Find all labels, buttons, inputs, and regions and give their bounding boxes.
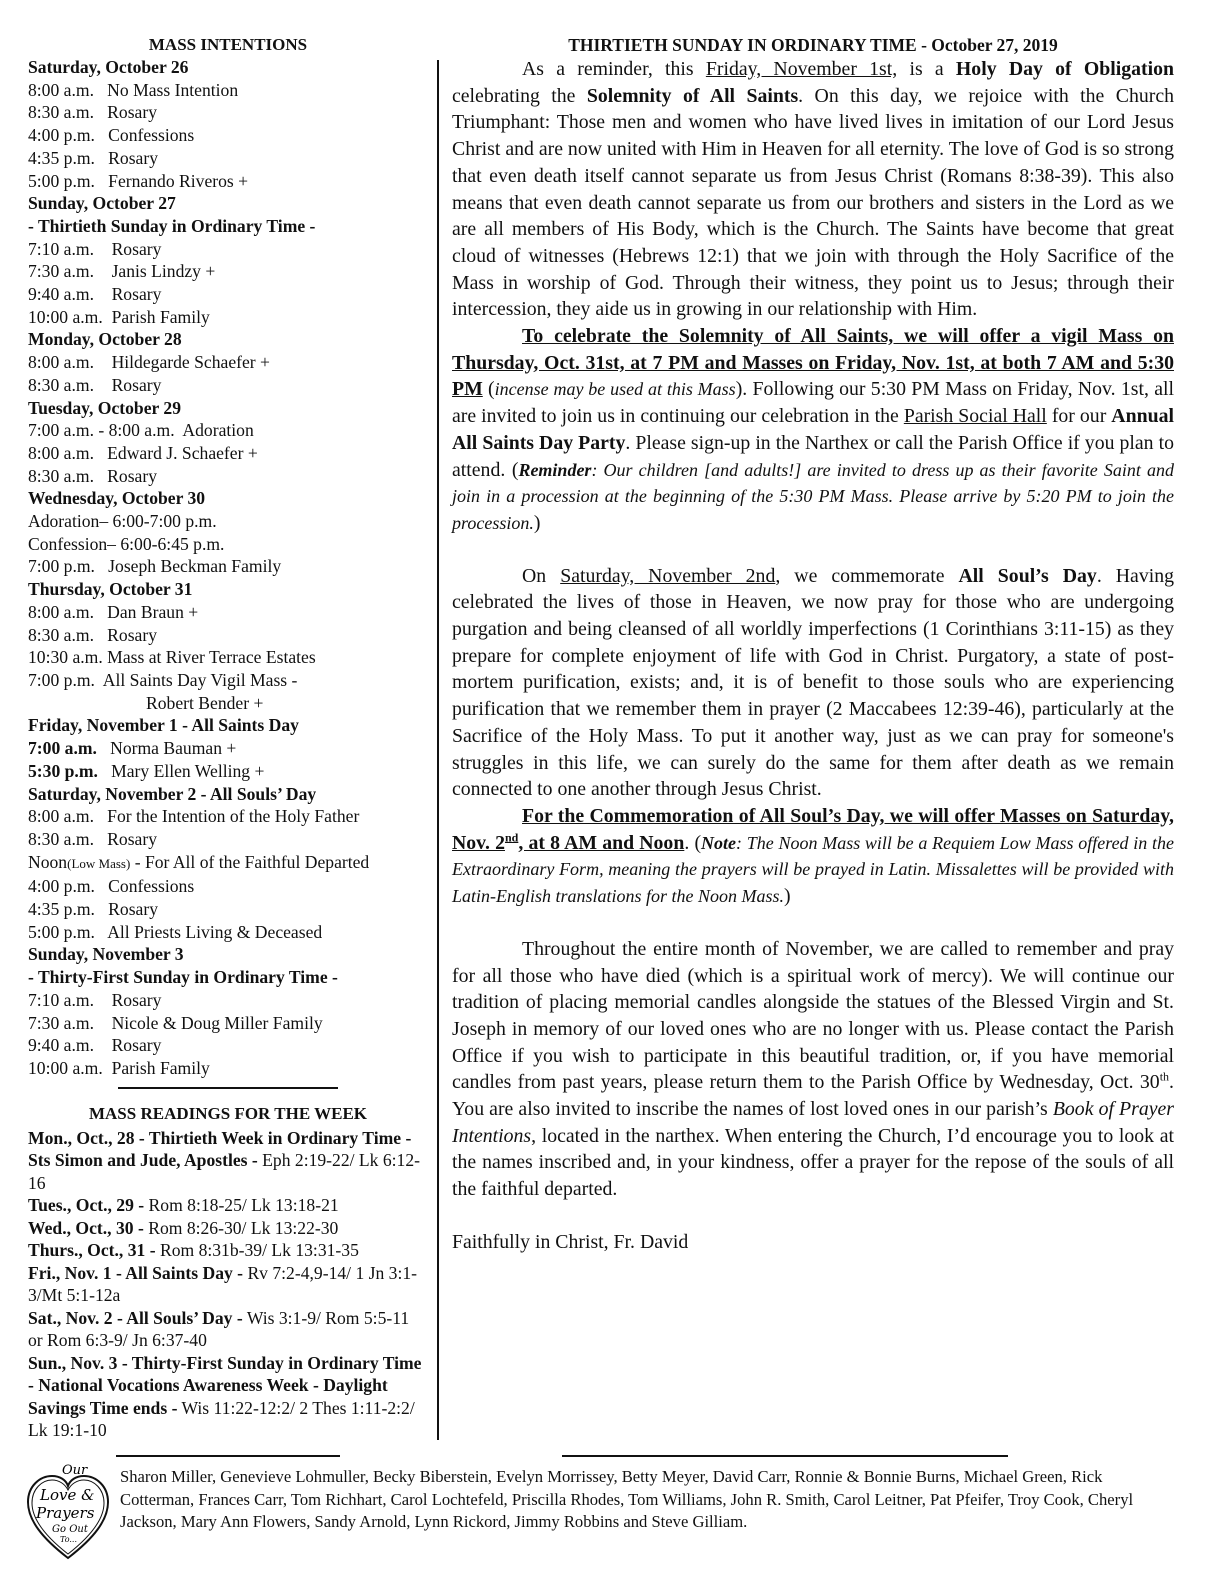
intention-row: 8:30 a.m. Rosary: [28, 624, 158, 645]
intention-row: 7:30 a.m. Janis Lindzy +: [28, 261, 216, 282]
intention-row: 9:40 a.m. Rosary: [28, 1035, 162, 1056]
column-divider: [437, 60, 439, 1440]
day-heading: Sunday, November 3: [28, 944, 184, 965]
intention-row: 8:00 a.m. No Mass Intention: [28, 79, 239, 100]
intention-row: 7:00 p.m. All Saints Day Vigil Mass -: [28, 669, 298, 690]
day-heading: Wednesday, October 30: [28, 488, 206, 509]
intention-row: 4:00 p.m. Confessions: [28, 876, 195, 897]
paragraph-gap: [452, 537, 1174, 563]
section-divider: [118, 1087, 338, 1103]
mass-intentions-title: MASS INTENTIONS: [148, 35, 308, 54]
intention-row: 7:30 a.m. Nicole & Doug Miller Family: [28, 1012, 323, 1033]
intention-row: 8:00 a.m. Edward J. Schaefer +: [28, 442, 258, 463]
intention-row: 7:10 a.m. Rosary: [28, 989, 162, 1010]
intention-row: 5:00 p.m. All Priests Living & Deceased: [28, 921, 323, 942]
love-prayers-heart-icon: [22, 1458, 114, 1566]
reading-item: Mon., Oct., 28 - Thirtieth Week in Ordinary Time - Sts Simon and Jude, Apostles - Eph 2:19-22/ Lk 6:12-16: [28, 1127, 421, 1193]
intention-row: 4:35 p.m. Rosary: [28, 899, 159, 920]
day-heading: Sunday, October 27: [28, 193, 176, 214]
intention-row: 10:00 a.m. Parish Family: [28, 1057, 210, 1078]
paragraph-all-souls-masses: For the Commemoration of All Soul’s Day, we will offer Masses on Saturday, Nov. 2nd, at 8 AM and Noon. (Note: The Noon Mass will be a Requiem Low Mass offered in the Extraordinary Form, meaning the prayers will be prayed in Latin. Missalettes will be provided with Latin-English translations for the Noon Mass.): [452, 804, 1174, 908]
day-subtitle: - Thirty-First Sunday in Ordinary Time -: [28, 967, 338, 988]
intention-row: 8:30 a.m. Rosary: [28, 102, 158, 123]
svg-text:Prayers: Prayers: [36, 1504, 95, 1522]
intention-row: 7:00 a.m. - 8:00 a.m. Adoration: [28, 420, 254, 441]
reading-item: Fri., Nov. 1 - All Saints Day - Rv 7:2-4,9-14/ 1 Jn 3:1-3/Mt 5:1-12a: [28, 1262, 418, 1306]
intention-row: Noon(Low Mass) - For All of the Faithful Departed: [28, 851, 370, 872]
readings-list: [28, 1127, 428, 1442]
svg-text:Our: Our: [62, 1463, 88, 1478]
intention-row: 9:40 a.m. Rosary: [28, 284, 162, 305]
intention-continuation: Robert Bender +: [146, 692, 264, 713]
day-heading: Saturday, November 2 - All Souls’ Day: [28, 783, 317, 804]
intention-row: 7:00 a.m. Norma Bauman +: [28, 738, 237, 759]
intention-row: 4:35 p.m. Rosary: [28, 147, 159, 168]
paragraph-november: Throughout the entire month of November, we are called to remember and pray for all those who have died (which is a spiritual work of mercy). We will continue our tradition of placing memorial candles alongside the statues of the Blessed Virgin and St. Joseph in memory of our loved ones who are no longer with us. Please contact the Parish Office if you wish to participate in this beautiful tradition, or, if you have memorial candles from past years, please return them to the Parish Office by Wednesday, Oct. 30th. You are also invited to inscribe the names of lost loved ones in our parish’s Book of Prayer Intentions, located in the narthex. When entering the Church, I’d encourage you to look at the names inscribed and, in your kindness, offer a prayer for the repose of the souls of all the faithful departed.: [452, 937, 1174, 1201]
intention-row: 8:00 a.m. Dan Braun +: [28, 601, 199, 622]
intention-row: 8:30 a.m. Rosary: [28, 828, 158, 849]
svg-text:Go Out: Go Out: [52, 1524, 88, 1535]
footer-divider-right: [562, 1455, 1008, 1457]
footer-divider-left: [116, 1455, 340, 1457]
paragraph-all-saints: As a reminder, this Friday, November 1st, is a Holy Day of Obligation celebrating the Solemnity of All Saints. On this day, we rejoice with the Church Triumphant: Those men and women who have lived lives in imitation of our Lord Jesus Christ and are now united with Him in Heaven for all eternity. The love of God is so strong that even death itself cannot separate us from Jesus Christ (Romans 8:38-39). This also means that even death cannot separate us from our brothers and sisters in the Lord as we are all members of His Body, which is the Church. The Saints have become that great cloud of witnesses (Hebrews 12:1) that we join with through the Holy Sacrifice of the Mass in worship of God. Through their witness, they point us to Jesus; through their intercession, they aide us in growing in our relationship with Him.: [452, 58, 1175, 321]
day-heading: Friday, November 1 - All Saints Day: [28, 715, 299, 736]
intention-row: Confession– 6:00-6:45 p.m.: [28, 533, 225, 554]
day-subtitle: - Thirtieth Sunday in Ordinary Time -: [28, 215, 316, 236]
intention-row: 8:30 a.m. Rosary: [28, 465, 158, 486]
intention-row: 8:00 a.m. For the Intention of the Holy Father: [28, 806, 360, 827]
reading-item: Tues., Oct., 29 - Rom 8:18-25/ Lk 13:18-21: [28, 1195, 339, 1216]
signoff: Faithfully in Christ, Fr. David: [452, 1230, 689, 1253]
intention-row: 10:30 a.m. Mass at River Terrace Estates: [28, 647, 316, 668]
intention-row: 5:00 p.m. Fernando Riveros +: [28, 170, 249, 191]
paragraph-all-souls: On Saturday, November 2nd, we commemorate All Soul’s Day. Having celebrated the lives of those in Heaven, we now pray for those who are undergoing purgation and being cleansed of all worldly imperfections (1 Corinthians 3:11-15) as they prepare for complete enjoyment of life with God in Christ. Purgatory, a state of post-mortem purification, exists; and, it is of benefit to those souls who are experiencing purification that we remember them in prayer (2 Maccabees 12:39-46), particularly at the Sacrifice of the Holy Mass. To put it another way, just as we can pray for someone's struggles in this life, we can surely do the same for them after death as we remain connected to one another through Jesus Christ.: [452, 564, 1174, 801]
reading-item: Thurs., Oct., 31 - Rom 8:31b-39/ Lk 13:31-35: [28, 1240, 359, 1261]
day-heading: Saturday, October 26: [28, 57, 189, 77]
intention-row: 7:00 p.m. Joseph Beckman Family: [28, 556, 282, 577]
reading-item: Sat., Nov. 2 - All Souls’ Day - Wis 3:1-9/ Rom 5:5-11 or Rom 6:3-9/ Jn 6:37-40: [28, 1307, 410, 1351]
intention-row: 5:30 p.m. Mary Ellen Welling +: [28, 760, 265, 781]
reading-item: Sun., Nov. 3 - Thirty-First Sunday in Ordinary Time - National Vocations Awareness Week - Daylight Savings Time ends - Wis 11:22-12:2/ 2 Thes 1:11-2:2/ Lk 19:1-10: [28, 1352, 422, 1441]
day-heading: Tuesday, October 29: [28, 397, 181, 418]
intention-row: 7:10 a.m. Rosary: [28, 238, 162, 259]
intention-row: Adoration– 6:00-7:00 p.m.: [28, 511, 217, 532]
day-heading: Monday, October 28: [28, 329, 182, 350]
svg-text:To...: To...: [60, 1535, 78, 1544]
day-heading: Thursday, October 31: [28, 579, 193, 600]
page-title: THIRTIETH SUNDAY IN ORDINARY TIME - October 27, 2019: [568, 35, 1058, 55]
right-column: [452, 34, 1174, 1256]
paragraph-gap: [452, 910, 1174, 936]
prayer-list: Sharon Miller, Genevieve Lohmuller, Becky Biberstein, Evelyn Morrissey, Betty Meyer, David Carr, Ronnie & Bonnie Burns, Michael Green, Rick Cotterman, Frances Carr, Tom Richhart, Carol Lochtefeld, Priscilla Rhodes, Tom Williams, John R. Smith, Carol Leitner, Pat Pfeifer, Troy Cook, Cheryl Jackson, Mary Ann Flowers, Sandy Arnold, Lynn Rickord, Jimmy Robbins and Steve Gilliam.: [120, 1467, 1134, 1531]
paragraph-gap: [452, 1203, 1174, 1229]
intention-row: 10:00 a.m. Parish Family: [28, 306, 210, 327]
svg-text:Love &: Love &: [40, 1486, 95, 1504]
intention-row: 8:00 a.m. Hildegarde Schaefer +: [28, 352, 270, 373]
intention-row: 4:00 p.m. Confessions: [28, 125, 195, 146]
readings-title: MASS READINGS FOR THE WEEK: [88, 1103, 368, 1123]
intention-row: 8:30 a.m. Rosary: [28, 374, 162, 395]
reading-item: Wed., Oct., 30 - Rom 8:26-30/ Lk 13:22-30: [28, 1217, 339, 1238]
paragraph-all-saints-masses: To celebrate the Solemnity of All Saints, we will offer a vigil Mass on Thursday, Oct. 31st, at 7 PM and Masses on Friday, Nov. 1st, at both 7 AM and 5:30 PM (incense may be used at this Mass). Following our 5:30 PM Mass on Friday, Nov. 1st, all are invited to join us in continuing our celebration in the Parish Social Hall for our Annual All Saints Day Party. Please sign-up in the Narthex or call the Parish Office if you plan to attend. (Reminder: Our children [and adults!] are invited to dress up as their favorite Saint and join in a procession at the beginning of the 5:30 PM Mass. Please arrive by 5:20 PM to join the procession.): [452, 325, 1175, 534]
left-column: [28, 34, 428, 1442]
